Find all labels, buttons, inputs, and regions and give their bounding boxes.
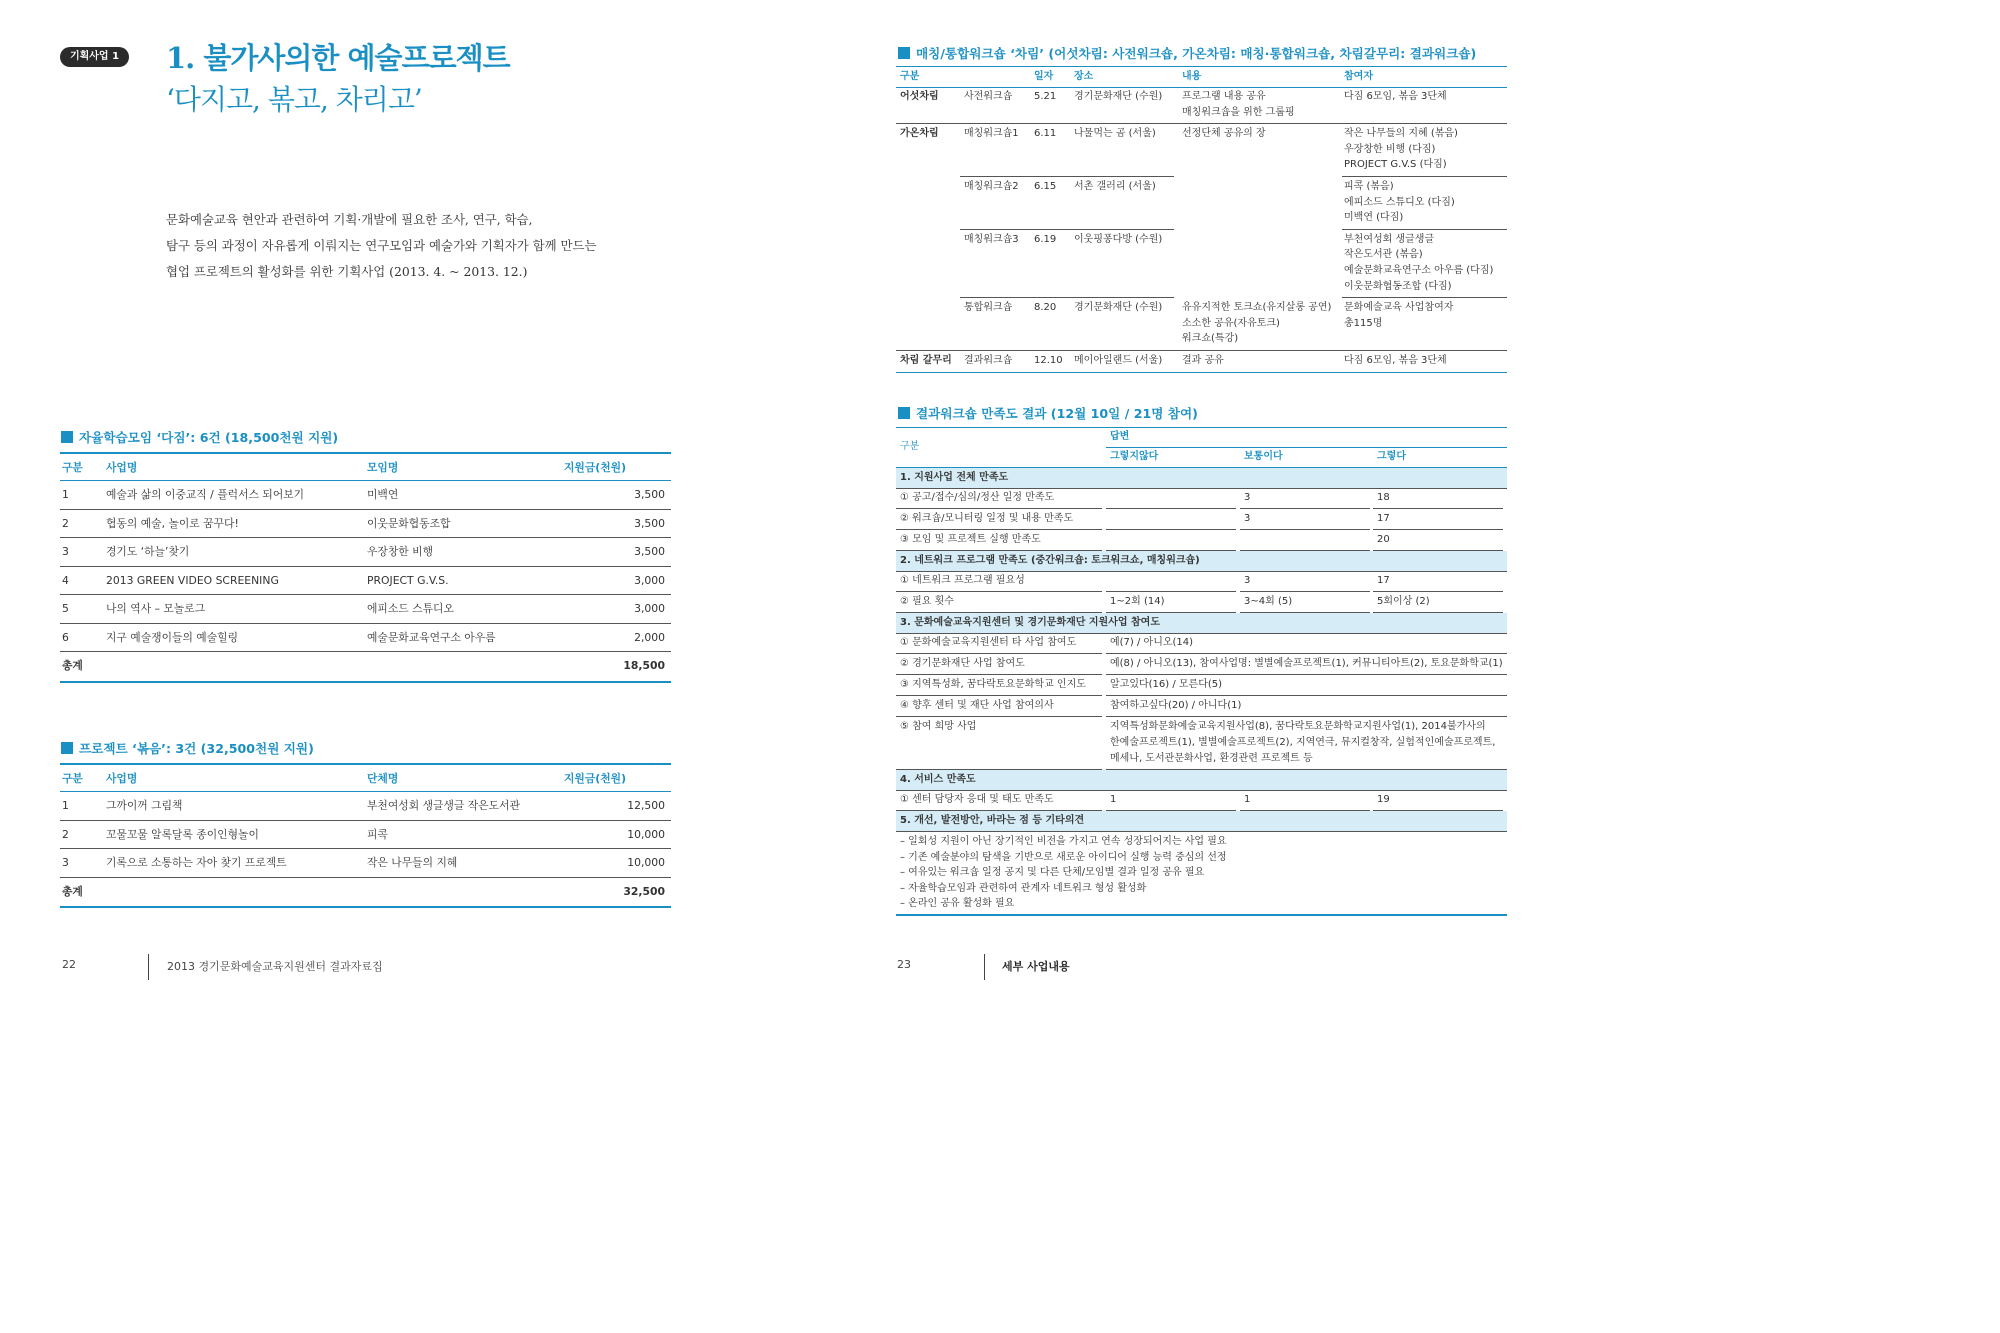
intro-paragraph [166,207,686,285]
table-rule [1342,297,1507,298]
survey-question: ④ 향후 센터 및 재단 사업 참여의사 [900,700,1054,711]
intro-line: 문화예술교육 현안과 관련하여 기획·개발에 필요한 조사, 연구, 학습, [166,212,533,227]
survey-answer: 3 [1244,575,1251,586]
row-participant: 피콕 (볶음) [1344,181,1394,192]
table-cell: 지구 예술쟁이들의 예술힐링 [106,630,239,644]
column-header: 단체명 [367,772,399,785]
row-group: 가온차림 [900,128,939,140]
table-cell: 3 [62,856,69,869]
row-date: 6.15 [1034,181,1057,192]
survey-answer: 3~4회 (5) [1244,596,1293,607]
survey-answer: 19 [1377,794,1390,805]
section-label: 3. 문화예술교육지원센터 및 경기문화재단 지원사업 참여도 [900,617,1161,628]
opinion-note: – 자율학습모임과 관련하여 관계자 네트워크 형성 활성화 [900,882,1147,894]
survey-question: ① 문화예술교육지원센터 타 사업 참여도 [900,637,1077,648]
survey-question: ③ 모임 및 프로젝트 실행 만족도 [900,534,1041,545]
table-cell: 1 [62,799,69,812]
row-subtype: 매칭워크숍2 [964,181,1019,192]
total-value: 18,500 [623,659,665,672]
survey-question: ⑤ 참여 희망 사업 [900,721,977,732]
footer-divider [148,954,149,980]
column-header: 답변 [1110,431,1130,442]
table-row [60,510,671,539]
row-place: 경기문화재단 (수원) [1074,302,1163,314]
column-header: 구분 [62,461,83,474]
table-cell: 꼬물꼬물 알록달록 종이인형놀이 [106,827,259,841]
column-header: 모임명 [367,461,399,474]
footer-left-text: 2013 경기문화예술교육지원센터 결과자료집 [167,960,383,973]
table-cell: 2013 GREEN VIDEO SCREENING [106,573,279,587]
table-row [60,567,671,596]
table-cell: 에피소드 스튜디오 [367,602,454,615]
row-subtype: 매칭워크숍3 [964,233,1019,245]
survey-question: ② 경기문화재단 사업 참여도 [900,658,1025,669]
survey-answer: 18 [1377,492,1390,503]
opinion-note: – 기존 예술분야의 탐색을 기반으로 새로운 아이디어 실행 능력 중심의 선정 [900,851,1227,863]
row-content: 선정단체 공유의 장 [1182,128,1266,140]
total-value: 32,500 [623,884,665,898]
survey-answer: 3 [1244,492,1251,503]
column-header: 구분 [62,772,83,785]
dajim-table [60,452,671,683]
charim-table [896,66,1507,366]
column-header: 사업명 [106,461,138,474]
answer-column-header: 그렇지않다 [1110,451,1159,462]
table-rule [896,914,1507,916]
table-cell: 1 [62,488,69,501]
row-participant: 이웃문화협동조합 (다짐) [1344,280,1452,292]
row-date: 8.20 [1034,302,1057,314]
survey-answer-wide: 지역특성화문화예술교육지원사업(8), 꿈다락토요문화학교지원사업(1), 2014불가사의 [1110,721,1486,732]
column-header: 구분 [900,441,920,452]
row-participant: PROJECT G.V.S (다짐) [1344,159,1447,171]
section-label: 5. 개선, 발전방안, 바라는 점 등 기타의견 [900,815,1085,826]
row-place: 서촌 갤러리 (서울) [1074,181,1156,192]
square-bullet-icon [61,431,73,443]
row-participant: 문화예술교육 사업참여자 [1344,302,1454,314]
table-cell: 2 [62,516,69,530]
table-rule [1373,508,1503,509]
table-rule [896,372,1507,373]
row-date: 6.11 [1034,128,1057,140]
row-content: 결과 공유 [1182,355,1224,366]
table-cell: 4 [62,573,69,587]
table-row [60,849,671,878]
table-cell: 2,000 [634,630,665,644]
survey-answer-wide: 메세나, 도서관문화사업, 환경관련 프로젝트 등 [1110,753,1313,764]
survey-answer: 3 [1244,513,1251,524]
table-cell: 3,500 [634,516,665,530]
table-rule [1373,529,1503,530]
square-bullet-icon [898,407,910,419]
column-header: 일자 [1034,71,1054,82]
row-content: 워크쇼(특강) [1182,333,1239,345]
intro-line: 협업 프로젝트의 활성화를 위한 기획사업 (2013. 4. ~ 2013. 12.) [166,264,528,279]
table-cell: 피콕 [367,827,388,841]
row-content: 소소한 공유(자유토크) [1182,317,1280,329]
bokkeum-table [60,763,671,908]
survey-question: ① 네트워크 프로그램 필요성 [900,575,1025,586]
row-group: 어섯차림 [900,91,939,102]
table-cell: 그까이꺼 그림책 [106,799,183,812]
table-cell: 3,500 [634,545,665,558]
project-badge: 기획사업 1 [60,47,129,67]
section-band [896,770,1507,790]
table-cell: 우장창한 비행 [367,545,434,558]
table-cell: 경기도 ‘하늘’찾기 [106,545,190,558]
survey-answer-wide: 예(7) / 아니오(14) [1110,637,1194,648]
row-subtype: 매칭워크숍1 [964,128,1019,140]
row-participant: 다짐 6모임, 볶음 3단체 [1344,355,1447,366]
row-date: 12.10 [1034,355,1063,366]
row-group: 차림 갈무리 [900,355,952,366]
survey-answer: 17 [1377,575,1390,586]
column-header: 구분 [900,71,920,82]
table-cell: 3 [62,545,69,558]
table-cell: 5 [62,602,69,615]
section-label: 2. 네트워크 프로그램 만족도 (중간워크숍: 토크워크쇼, 매칭워크숍) [900,555,1200,566]
row-participant: 부천여성회 생글생글 [1344,233,1435,245]
row-date: 6.19 [1034,233,1057,245]
table-row [60,538,671,567]
table-cell: 12,500 [627,799,665,812]
column-header: 지원금(천원) [564,772,627,785]
row-participant: 다짐 6모임, 볶음 3단체 [1344,91,1447,102]
table-header-row [60,765,671,792]
survey-table [896,427,1507,910]
table-cell: 예술과 삶의 이중교직 / 플럭서스 되어보기 [106,488,305,501]
table-cell: PROJECT G.V.S. [367,573,449,587]
total-label: 총계 [62,659,83,672]
survey-answer: 1~2회 (14) [1110,596,1165,607]
row-content: 프로그램 내용 공유 [1182,91,1266,102]
table-row [60,595,671,624]
opinion-note: – 여유있는 워크숍 일정 공지 및 다른 단체/모임별 결과 일정 공유 필요 [900,867,1205,879]
row-date: 5.21 [1034,91,1057,102]
table-rule [960,229,1174,230]
column-header: 참여자 [1344,71,1373,82]
row-participant: 미백연 (다짐) [1344,212,1404,224]
page-subtitle: ‘다지고, 볶고, 차리고’ [166,83,422,116]
table-rule [896,123,1507,124]
table-rule [1106,529,1236,530]
table-cell: 6 [62,630,69,644]
page-title: 1. 불가사의한 예술프로젝트 [166,41,510,75]
survey-answer: 17 [1377,513,1390,524]
total-row [60,878,671,907]
row-participant: 작은도서관 (볶음) [1344,249,1423,261]
survey-question: ② 워크숍/모니터링 일정 및 내용 만족도 [900,513,1074,524]
survey-answer-wide: 예(8) / 아니오(13), 참여사업명: 별별예술프로젝트(1), 커뮤니티아트(2), 토요문화학교(1) [1110,658,1503,669]
table-rule [896,66,1507,67]
section-title-dajim: 자율학습모임 ‘다짐’: 6건 (18,500천원 지원) [61,427,338,446]
square-bullet-icon [61,742,73,754]
row-content: 유유지적한 토크쇼(유지살롱 공연) [1182,302,1332,314]
row-place: 나물먹는 곰 (서울) [1074,128,1156,140]
opinion-note: – 일회성 지원이 아닌 장기적인 비전을 가지고 연속 성장되어지는 사업 필요 [900,836,1227,847]
section-title-survey: 결과워크숍 만족도 결과 (12월 10일 / 21명 참여) [898,403,1198,422]
total-label: 총계 [62,884,83,898]
row-place: 메이아일랜드 (서울) [1074,355,1163,366]
survey-question: ③ 지역특성화, 꿈다락토요문화학교 인지도 [900,679,1086,690]
footer-divider [984,954,985,980]
row-participant: 총115명 [1344,317,1383,329]
table-rule [960,176,1174,177]
row-subtype: 결과워크숍 [964,355,1013,366]
row-place: 이웃핑퐁다방 (수원) [1074,233,1163,245]
survey-answer-wide: 한예술프로젝트(1), 별별예술프로젝트(2), 지역연극, 뮤지컬창작, 실험적인예술프로젝트, [1110,737,1496,748]
survey-question: ② 필요 횟수 [900,596,954,607]
row-participant: 에피소드 스튜디오 (다짐) [1344,196,1455,208]
column-header: 장소 [1074,71,1094,82]
survey-answer: 20 [1377,534,1390,545]
table-rule [1240,508,1370,509]
survey-answer: 1 [1244,794,1251,805]
page-number-left: 22 [62,958,76,971]
survey-answer-wide: 알고있다(16) / 모른다(5) [1110,679,1223,690]
survey-answer: 1 [1110,794,1117,805]
table-cell: 기록으로 소통하는 자아 찾기 프로젝트 [106,856,287,869]
table-cell: 예술문화교육연구소 아우름 [367,630,496,644]
table-rule [896,87,1507,88]
table-cell: 작은 나무들의 지혜 [367,856,458,869]
opinion-note: – 온라인 공유 활성화 필요 [900,898,1015,910]
survey-question: ① 공고/접수/심의/정산 일정 만족도 [900,492,1055,503]
table-row [60,624,671,653]
table-cell: 부천여성회 생글생글 작은도서관 [367,799,520,812]
table-cell: 2 [62,827,69,841]
survey-answer-wide: 참여하고싶다(20) / 아니다(1) [1110,700,1242,711]
section-label: 1. 지원사업 전체 만족도 [900,472,1009,483]
page-number-right: 23 [897,958,911,971]
table-rule [896,427,1507,428]
answer-column-header: 보통이다 [1244,451,1283,462]
table-cell: 이웃문화협동조합 [367,516,451,530]
table-rule [960,297,1174,298]
row-participant: 작은 나무들의 지혜 (볶음) [1344,128,1458,140]
table-cell: 나의 역사 – 모놀로그 [106,602,206,615]
table-rule [1106,447,1507,448]
footer-right-text: 세부 사업내용 [1002,960,1070,973]
table-row [60,821,671,850]
survey-question: ① 센터 담당자 응대 및 태도 만족도 [900,794,1054,805]
column-header: 내용 [1182,71,1202,82]
row-place: 경기문화재단 (수원) [1074,91,1163,102]
section-title-charim: 매칭/통합워크숍 ‘차림’ (어섯차림: 사전워크숍, 가온차림: 매칭·통합워크숍, 차림갈무리: 결과워크숍) [898,43,1476,62]
table-cell: 협동의 예술, 놀이로 꿈꾸다! [106,516,239,530]
table-cell: 10,000 [627,856,665,869]
table-row [60,481,671,510]
table-cell: 3,000 [634,573,665,587]
total-row [60,652,671,681]
table-rule [1342,229,1507,230]
table-cell: 미백연 [367,488,399,501]
intro-line: 탐구 등의 과정이 자유롭게 이뤄지는 연구모임과 예술가와 기획자가 함께 만드는 [166,238,597,253]
table-cell: 3,000 [634,602,665,615]
row-subtype: 통합워크숍 [964,302,1013,314]
row-content: 매칭워크숍을 위한 그룹핑 [1182,106,1295,118]
table-row [60,792,671,821]
table-cell: 10,000 [627,827,665,841]
column-header: 사업명 [106,772,138,785]
table-rule [1106,508,1236,509]
table-header-row [60,454,671,481]
row-participant: 예술문화교육연구소 아우름 (다짐) [1344,265,1494,276]
section-title-bokkeum: 프로젝트 ‘볶음’: 3건 (32,500천원 지원) [61,738,314,757]
square-bullet-icon [898,47,910,59]
answer-column-header: 그렇다 [1377,451,1406,462]
table-rule [896,350,1507,351]
survey-answer: 5회이상 (2) [1377,596,1430,607]
section-label: 4. 서비스 만족도 [900,774,976,785]
column-header: 지원금(천원) [564,461,627,474]
row-participant: 우장창한 비행 (다짐) [1344,143,1436,155]
table-cell: 3,500 [634,488,665,501]
table-rule [1342,176,1507,177]
table-rule [1240,529,1370,530]
row-subtype: 사전워크숍 [964,91,1013,102]
